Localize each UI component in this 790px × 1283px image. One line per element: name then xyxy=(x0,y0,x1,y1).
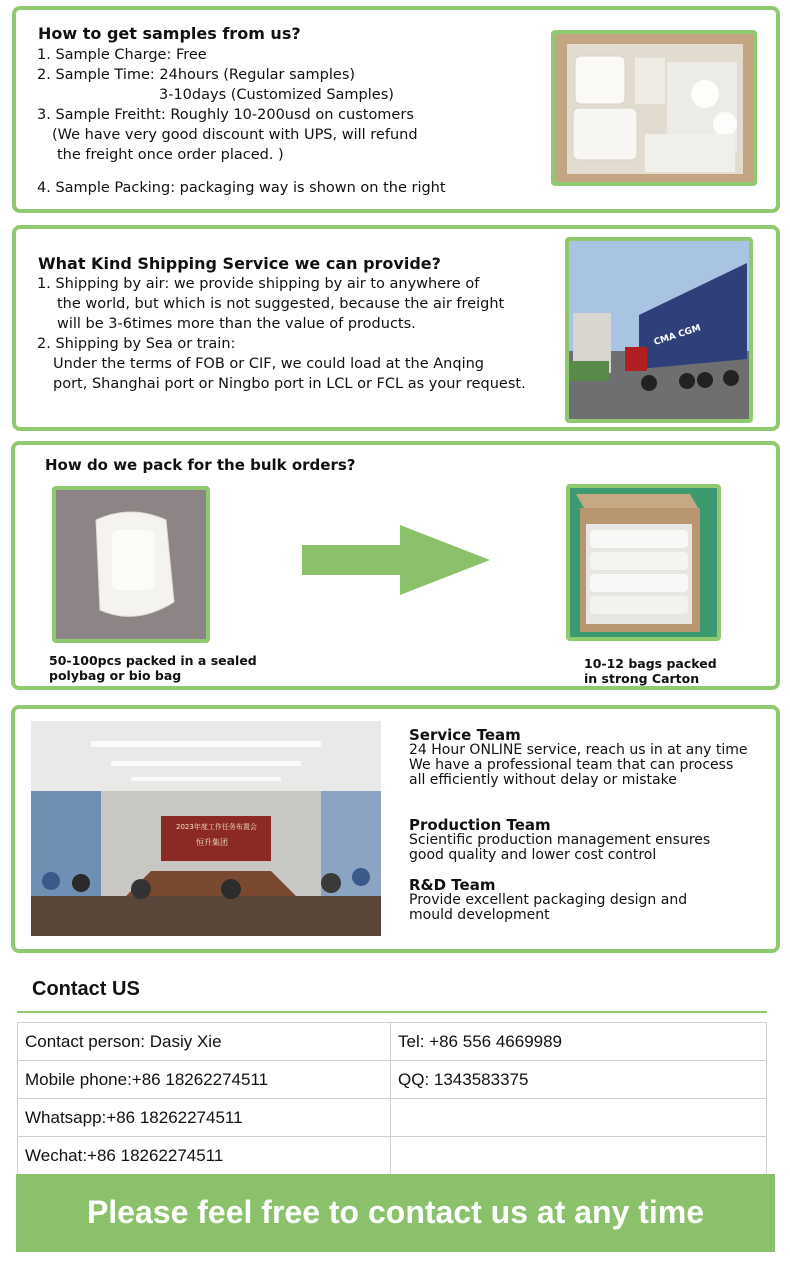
meeting-room-image xyxy=(31,721,381,936)
rd-team-title: R&D Team xyxy=(409,876,496,894)
arrow-right-icon xyxy=(302,525,492,595)
carton-photo xyxy=(566,484,721,641)
production-team-line-2: good quality and lower cost control xyxy=(409,847,657,863)
production-team-title: Production Team xyxy=(409,816,551,834)
samples-line-6: the freight once order placed. ) xyxy=(57,147,284,163)
contact-whatsapp: Whatsapp:+86 18262274511 xyxy=(18,1099,391,1137)
table-row xyxy=(18,1061,767,1099)
samples-line-5: (We have very good discount with UPS, will refund xyxy=(52,127,418,143)
polybag-image xyxy=(56,490,206,639)
samples-line-1: 1. Sample Charge: Free xyxy=(37,47,207,63)
samples-line-2: 2. Sample Time: 24hours (Regular samples) xyxy=(37,67,356,83)
service-team-line-2: We have a professional team that can process xyxy=(409,757,734,773)
table-row xyxy=(18,1023,767,1061)
service-team-title: Service Team xyxy=(409,726,521,744)
meeting-banner-text: 2023年度工作任务布置会 xyxy=(176,823,257,831)
service-team-line-3: all efficiently without delay or mistake xyxy=(409,772,677,788)
shipping-line-4: 2. Shipping by Sea or train: xyxy=(37,336,236,352)
samples-line-7: 4. Sample Packing: packaging way is shown on the right xyxy=(37,180,446,196)
contact-banner-text: Please feel free to contact us at any time xyxy=(86,1194,705,1230)
packing-title: How do we pack for the bulk orders? xyxy=(45,456,356,474)
contact-person: Contact person: Dasiy Xie xyxy=(18,1023,391,1061)
shipping-line-6: port, Shanghai port or Ningbo port in LCL or FCL as your request. xyxy=(53,376,526,392)
shipping-line-2: the world, but which is not suggested, because the air freight xyxy=(57,296,505,312)
contact-title: Contact US xyxy=(32,978,140,1000)
rd-team-line-2: mould development xyxy=(409,907,550,923)
meeting-sign-text: 恒升集团 xyxy=(196,838,228,847)
carton-caption-2: in strong Carton xyxy=(584,671,700,686)
shipping-line-3: will be 3-6times more than the value of products. xyxy=(57,316,416,332)
samples-line-3: 3-10days (Customized Samples) xyxy=(159,87,394,103)
samples-title: How to get samples from us? xyxy=(38,24,301,43)
sample-box-photo xyxy=(551,30,757,186)
service-team-line-1: 24 Hour ONLINE service, reach us in at any time xyxy=(409,742,748,758)
carton-image xyxy=(570,488,717,637)
shipping-line-5: Under the terms of FOB or CIF, we could load at the Anqing xyxy=(53,356,484,372)
shipping-line-1: 1. Shipping by air: we provide shipping by air to anywhere of xyxy=(37,276,480,292)
table-row xyxy=(18,1099,767,1137)
sample-box-image xyxy=(555,34,753,182)
contact-divider xyxy=(17,1011,767,1013)
rd-team-line-1: Provide excellent packaging design and xyxy=(409,892,688,908)
contact-table xyxy=(17,1022,767,1175)
polybag-caption-2: polybag or bio bag xyxy=(49,668,182,683)
contact-wechat: Wechat:+86 18262274511 xyxy=(18,1137,391,1175)
contact-tel: Tel: +86 556 4669989 xyxy=(391,1023,767,1061)
carton-caption-1: 10-12 bags packed xyxy=(584,656,717,671)
table-row xyxy=(18,1137,767,1175)
contact-empty-1 xyxy=(391,1099,767,1137)
polybag-caption-1: 50-100pcs packed in a sealed xyxy=(49,653,257,668)
production-team-line-1: Scientific production management ensures xyxy=(409,832,711,848)
shipping-title: What Kind Shipping Service we can provide? xyxy=(38,254,441,273)
contact-banner xyxy=(16,1174,775,1252)
contact-empty-2 xyxy=(391,1137,767,1175)
polybag-photo xyxy=(52,486,210,643)
truck-container-text: CMA CGM xyxy=(652,323,703,348)
meeting-room-photo xyxy=(31,721,381,936)
contact-qq: QQ: 1343583375 xyxy=(391,1061,767,1099)
truck-photo xyxy=(565,237,753,423)
truck-image xyxy=(569,241,749,419)
contact-mobile: Mobile phone:+86 18262274511 xyxy=(18,1061,391,1099)
samples-line-4: 3. Sample Freitht: Roughly 10-200usd on customers xyxy=(37,107,414,123)
